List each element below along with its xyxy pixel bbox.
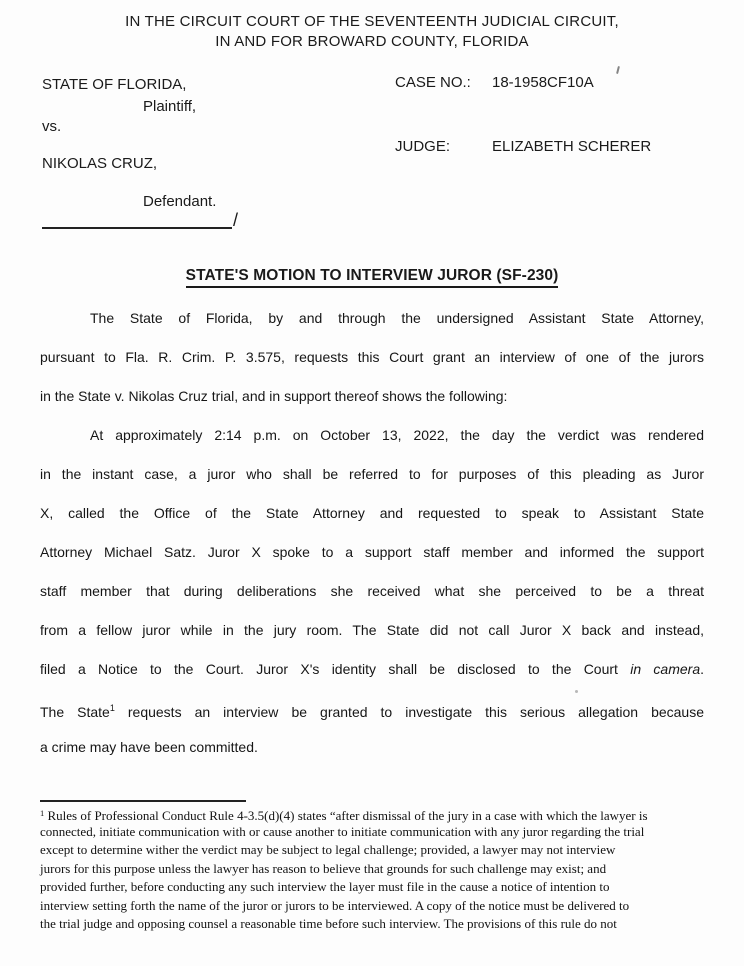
defendant-name: NIKOLAS CRUZ,	[42, 155, 158, 172]
text-segment: jurors for this purpose unless the lawyer has reason to believe that grounds for such challenge may exist; and	[40, 860, 607, 876]
case-number-row	[395, 74, 651, 92]
body-line	[40, 611, 704, 650]
text-segment: in the State v. Nikolas Cruz trial, and in support thereof shows the following:	[40, 388, 508, 404]
body-line	[40, 338, 704, 377]
footnote-line	[40, 897, 744, 916]
judge-label: JUDGE:	[395, 138, 451, 155]
body-line	[40, 689, 704, 728]
motion-paragraph-2	[40, 416, 704, 767]
text-segment: from a fellow juror while in the jury room. The State did not call Juror X back and instead,	[40, 622, 704, 638]
case-caption-parties	[42, 76, 238, 229]
court-header-line-1: IN THE CIRCUIT COURT OF THE SEVENTEENTH JUDICIAL CIRCUIT,	[125, 13, 619, 30]
versus-label: vs.	[42, 118, 62, 135]
text-segment: filed a Notice to the Court. Juror X's identity shall be disclosed to the Court	[40, 661, 631, 677]
text-segment: X, called the Office of the State Attorney and requested to speak to Assistant State	[40, 505, 704, 521]
defendant-role: Defendant.	[143, 193, 217, 210]
text-segment: except to determine wither the verdict may be subject to legal challenge; provided, a lawyer may not interview	[40, 842, 616, 857]
text-segment: interview setting forth the name of the juror or jurors to be interviewed. A copy of the notice must be delivered to	[40, 897, 630, 913]
case-number-label: CASE NO.:	[395, 74, 471, 91]
body-line	[40, 299, 704, 338]
plaintiff-name: STATE OF FLORIDA,	[42, 76, 187, 93]
text-segment: connected, initiate communication with or cause another to initiate communication with any juror regarding the trial	[40, 823, 645, 839]
signature-slash: /	[233, 210, 239, 230]
text-segment: .	[700, 661, 704, 677]
judge-name: ELIZABETH SCHERER	[492, 138, 652, 155]
body-line	[40, 728, 704, 767]
body-line	[40, 494, 704, 533]
footnote	[40, 804, 744, 934]
body-line	[40, 572, 704, 611]
scan-artifact	[616, 66, 620, 74]
footnote-line	[40, 878, 744, 897]
footnote-line	[40, 860, 744, 879]
text-segment: in the instant case, a juror who shall be referred to for purposes of this pleading as Juror	[40, 466, 704, 482]
plaintiff-role: Plaintiff,	[143, 98, 197, 115]
footnote-separator	[40, 800, 246, 802]
scan-artifact	[575, 690, 578, 693]
footnote-line	[40, 804, 744, 823]
text-segment: Attorney Michael Satz. Juror X spoke to a support staff member and informed the support	[40, 544, 704, 560]
body-line	[40, 416, 704, 455]
text-segment: The State of Florida, by and through the undersigned Assistant State Attorney,	[90, 310, 704, 326]
text-segment: provided further, before conducting any such interview the layer must file in the cause a notice of intention to	[40, 879, 610, 894]
text-segment: Rules of Professional Conduct Rule 4-3.5(d)(4) states “after dismissal of the jury in a case with which the lawyer is	[44, 808, 648, 823]
text-segment: in camera	[630, 661, 701, 677]
text-segment: a crime may have been committed.	[40, 739, 258, 755]
footnote-line	[40, 823, 744, 842]
text-segment: pursuant to Fla. R. Crim. P. 3.575, requests this Court grant an interview of one of the jurors	[40, 349, 704, 365]
motion-body	[40, 299, 704, 767]
signature-underline	[42, 211, 232, 229]
case-caption-info	[395, 74, 651, 156]
footnote-marker: 1	[109, 703, 115, 713]
text-segment: The State	[40, 704, 110, 720]
body-line	[40, 455, 704, 494]
body-line	[40, 533, 704, 572]
text-segment: requests an interview be granted to investigate this serious allegation because	[114, 704, 704, 720]
motion-paragraph-1	[40, 299, 704, 416]
court-header-line-2: IN AND FOR BROWARD COUNTY, FLORIDA	[215, 33, 529, 50]
text-segment: the trial judge and opposing counsel a reasonable time before such interview. The provisions of this rule do not	[40, 916, 617, 931]
footnote-line	[40, 841, 744, 860]
body-line	[40, 377, 704, 416]
motion-title-text: STATE'S MOTION TO INTERVIEW JUROR (SF-230)	[186, 267, 559, 288]
court-header	[0, 12, 744, 52]
motion-title	[0, 267, 744, 288]
caption-closing-line	[42, 211, 238, 229]
judge-row	[395, 138, 651, 156]
footnote-line	[40, 915, 744, 934]
text-segment: staff member that during deliberations she received what she perceived to be a threat	[40, 583, 704, 599]
text-segment: At approximately 2:14 p.m. on October 13, 2022, the day the verdict was rendered	[90, 427, 704, 443]
case-number-value: 18-1958CF10A	[492, 74, 594, 91]
body-line	[40, 650, 704, 689]
footnote-marker: 1	[40, 808, 45, 818]
